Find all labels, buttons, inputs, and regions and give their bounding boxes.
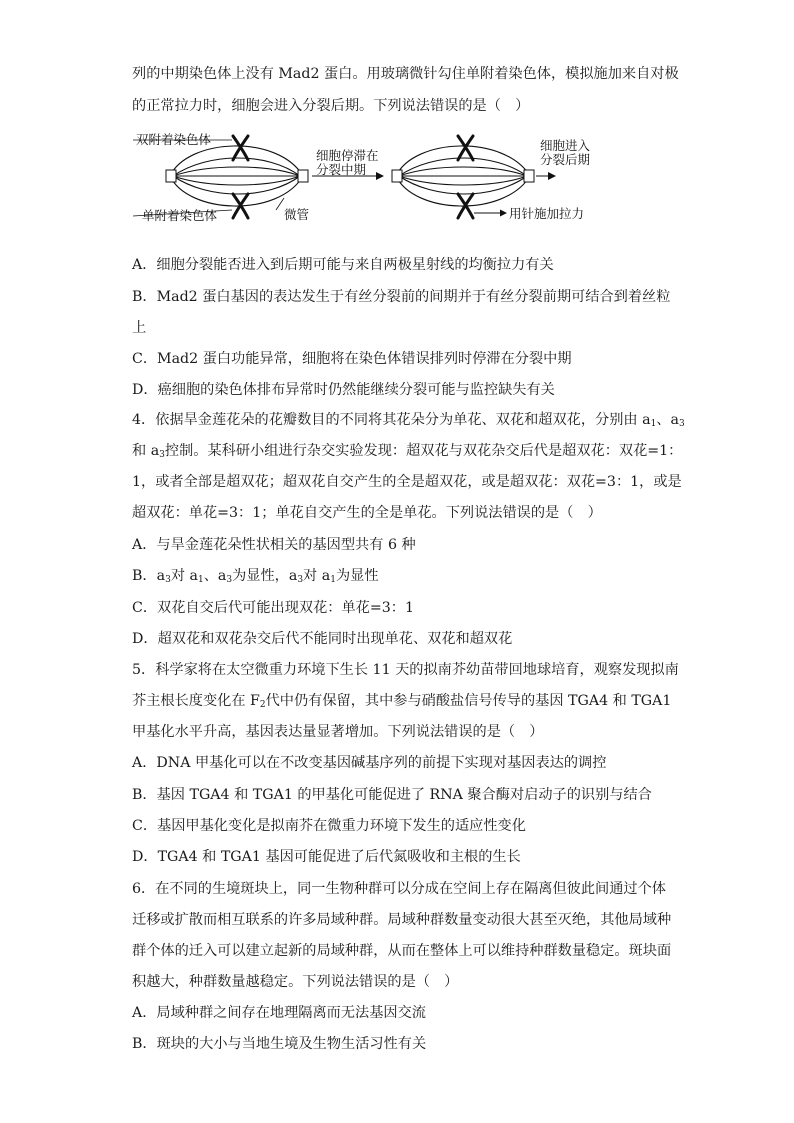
q4-stem-line-1: 4．依据旱金莲花朵的花瓣数目的不同将其花朵分为单花、双花和超双花，分别由 $a_1$、$a_3$ — [132, 412, 685, 429]
label-stall-2: 分裂中期 — [316, 162, 367, 177]
q3-option-a: A．细胞分裂能否进入到后期可能与来自两极星射线的均衡拉力有关 — [132, 257, 554, 273]
q5-option-c: C．基因甲基化变化是拟南芥在微重力环境下发生的适应性变化 — [132, 818, 526, 834]
left-centrosome-left — [166, 170, 176, 182]
q3-option-b-line-2: 上 — [132, 320, 147, 336]
q5-stem-line-2: 芥主根长度变化在 $F_2$代中仍有保留，其中参与硝酸盐信号传导的基因 TGA4 和 TGA1 — [132, 693, 672, 710]
q5-stem-line-1: 5．科学家将在太空微重力环境下生长 11 天的拟南芥幼苗带回地球培育，观察发现拟南 — [132, 662, 679, 678]
right-double-chromosome — [458, 136, 473, 160]
q4-stem-line-2: 和 $a_3$控制。某科研小组进行杂交实验发现：超双花与双花杂交后代是超双花：双花=1： — [132, 443, 683, 460]
label-enter-2: 分裂后期 — [540, 152, 591, 167]
arrow-force-head — [500, 210, 507, 217]
q3-option-b-line-1: B．Mad2 蛋白基因的表达发生于有丝分裂前的间期并于有丝分裂前期可结合到着丝粒 — [132, 289, 671, 305]
q4-stem-line-4: 超双花：单花=3：1；单花自交产生的全是单花。下列说法错误的是（ ） — [132, 505, 602, 521]
q5-option-d: D．TGA4 和 TGA1 基因可能促进了后代氮吸收和主根的生长 — [132, 849, 521, 865]
q5-option-b: B．基因 TGA4 和 TGA1 的甲基化可能促进了 RNA 聚合酶对启动子的识别与结合 — [132, 787, 652, 803]
q4-stem-line-3: 1，或者全部是超双花；超双花自交产生的全是超双花，或是超双花：双花=3：1，或是 — [132, 474, 682, 490]
q6-option-a: A．局域种群之间存在地理隔离而无法基因交流 — [132, 1005, 426, 1021]
label-stall-1: 细胞停滞在 — [316, 148, 379, 163]
arrow-stall-head — [376, 172, 384, 180]
q4-option-d: D．超双花和双花杂交后代不能同时出现单花、双花和超双花 — [132, 631, 513, 647]
q4-option-a: A．与旱金莲花朵性状相关的基因型共有 6 种 — [132, 537, 416, 553]
label-double-attached: 双附着染色体 — [136, 132, 212, 147]
q6-stem-line-4: 积越大，种群数量越稳定。下列说法错误的是（ ） — [132, 974, 459, 990]
q5-option-a: A．DNA 甲基化可以在不改变基因碱基序列的前提下实现对基因表达的调控 — [132, 755, 607, 771]
label-force: 用针施加拉力 — [509, 206, 585, 221]
leader-microtubule — [276, 198, 284, 210]
q3-option-d: D．癌细胞的染色体排布异常时仍然能继续分裂可能与监控缺失有关 — [132, 382, 555, 398]
q4-option-c: C．双花自交后代可能出现双花：单花=3：1 — [132, 600, 414, 616]
left-centrosome-right — [298, 170, 308, 182]
q4-option-b: B．$a_3$对 $a_1$、$a_3$为显性，$a_3$对 $a_1$为显性 — [132, 568, 379, 585]
spindle-diagram — [128, 122, 598, 232]
label-single-attached: 单附着染色体 — [142, 208, 218, 223]
right-cell-figure — [396, 146, 530, 206]
intro-line-1: 列的中期染色体上没有 Mad2 蛋白。用玻璃微针勾住单附着染色体，模拟施加来自对极 — [132, 66, 679, 82]
q6-stem-line-1: 6．在不同的生境斑块上，同一生物种群可以分成在空间上存在隔离但彼此间通过个体 — [132, 881, 666, 897]
left-double-chromosome — [233, 136, 248, 160]
right-centrosome-left — [392, 170, 402, 182]
label-microtubule: 微管 — [284, 207, 310, 222]
q3-option-c: C．Mad2 蛋白功能异常，细胞将在染色体错误排列时停滞在分裂中期 — [132, 351, 572, 367]
intro-line-2: 的正常拉力时，细胞会进入分裂后期。下列说法错误的是（ ） — [132, 98, 530, 114]
arrow-enter-head — [548, 172, 556, 180]
label-enter-1: 细胞进入 — [540, 138, 591, 153]
right-centrosome-right — [524, 170, 534, 182]
q5-stem-line-3: 甲基化水平升高，基因表达量显著增加。下列说法错误的是（ ） — [132, 724, 544, 740]
q6-stem-line-3: 群个体的迁入可以建立起新的局域种群，从而在整体上可以维持种群数量稳定。斑块面 — [132, 943, 672, 959]
q6-option-b: B．斑块的大小与当地生境及生物生活习性有关 — [132, 1036, 427, 1052]
q6-stem-line-2: 迁移或扩散而相互联系的许多局域种群。局域种群数量变动很大甚至灭绝，其他局域种 — [132, 912, 672, 928]
